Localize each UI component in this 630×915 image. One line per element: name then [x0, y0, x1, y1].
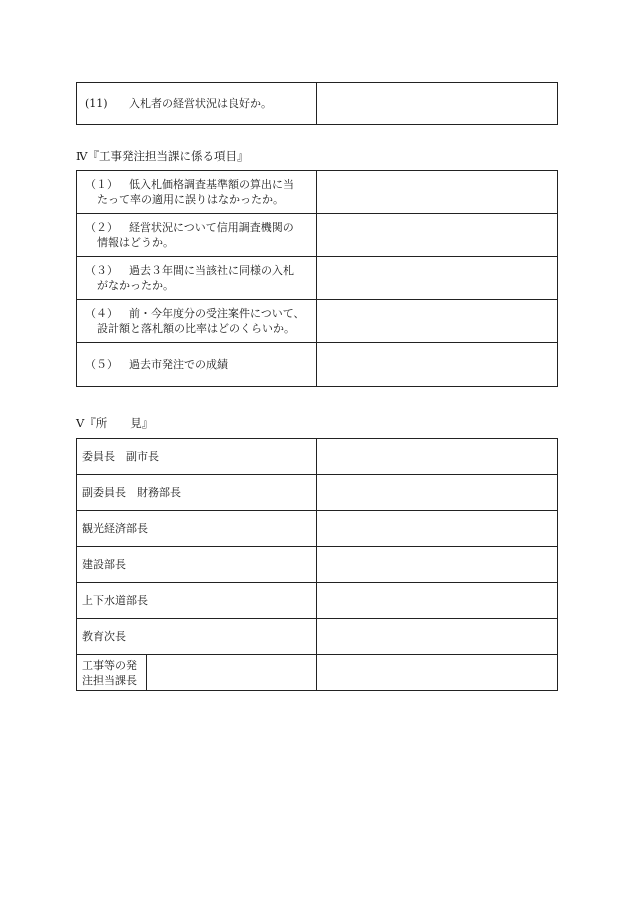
committee-opinion-cell[interactable] [317, 547, 558, 583]
section-4-question [77, 171, 317, 214]
section-4-item-number: （１） [85, 178, 118, 191]
section-4-item-line1: 低入札価格調査基準額の算出に当 [129, 178, 294, 191]
section-4-answer-cell[interactable] [317, 300, 558, 343]
section-4-item-number: （４） [85, 307, 118, 320]
committee-opinion-cell[interactable] [317, 619, 558, 655]
section-4-item-line1: 前・今年度分の受注案件について、 [129, 307, 305, 320]
item-11-number: (11) [85, 97, 108, 110]
section-4-item-line1: 過去市発注での成績 [129, 358, 228, 371]
committee-opinion-cell[interactable] [317, 583, 558, 619]
section-4-question [77, 257, 317, 300]
section-4-item-line1: 過去３年間に当該社に同様の入札 [129, 264, 294, 277]
section-5-heading: Ⅴ『所 見』 [76, 416, 154, 430]
section-4-answer-cell[interactable] [317, 343, 558, 387]
section-4-heading: Ⅳ『工事発注担当課に係る項目』 [76, 149, 249, 163]
item-11-text: 入札者の経営状況は良好か。 [129, 97, 272, 110]
item-11-question [77, 83, 317, 125]
committee-member-label: 教育次長 [77, 619, 317, 655]
section-4-item-number: （２） [85, 221, 118, 234]
committee-opinion-cell[interactable] [317, 475, 558, 511]
item-11-table [76, 82, 558, 125]
committee-member-label: 建設部長 [77, 547, 317, 583]
section-4-question [77, 343, 317, 387]
section-4-item-number: （３） [85, 264, 118, 277]
committee-opinion-cell[interactable] [317, 511, 558, 547]
section-4-question [77, 214, 317, 257]
ordering-section-chief-line2: 注担当課長 [82, 673, 137, 687]
committee-member-label: 副委員長 財務部長 [77, 475, 317, 511]
ordering-section-chief-line1: 工事等の発 [82, 658, 137, 672]
section-4-answer-cell[interactable] [317, 257, 558, 300]
committee-member-label: 委員長 副市長 [77, 439, 317, 475]
ordering-section-chief-name-cell[interactable] [147, 655, 317, 691]
section-4-answer-cell[interactable] [317, 171, 558, 214]
section-4-answer-cell[interactable] [317, 214, 558, 257]
ordering-section-chief-label [77, 655, 147, 691]
item-11-answer-cell[interactable] [317, 83, 558, 125]
committee-member-label: 観光経済部長 [77, 511, 317, 547]
section-4-item-line2: 情報はどうか。 [97, 236, 174, 249]
committee-member-label: 上下水道部長 [77, 583, 317, 619]
committee-opinion-cell[interactable] [317, 439, 558, 475]
section-4-question [77, 300, 317, 343]
section-4-item-line2: がなかったか。 [97, 279, 174, 292]
section-5-table [76, 438, 558, 691]
section-4-item-line1: 経営状況について信用調査機関の [129, 221, 294, 234]
section-4-item-line2: たって率の適用に誤りはなかったか。 [97, 193, 284, 206]
committee-opinion-cell[interactable] [317, 655, 558, 691]
section-4-table [76, 170, 558, 387]
section-4-item-line2: 設計額と落札額の比率はどのくらいか。 [97, 322, 295, 335]
section-4-item-number: （５） [85, 358, 118, 371]
